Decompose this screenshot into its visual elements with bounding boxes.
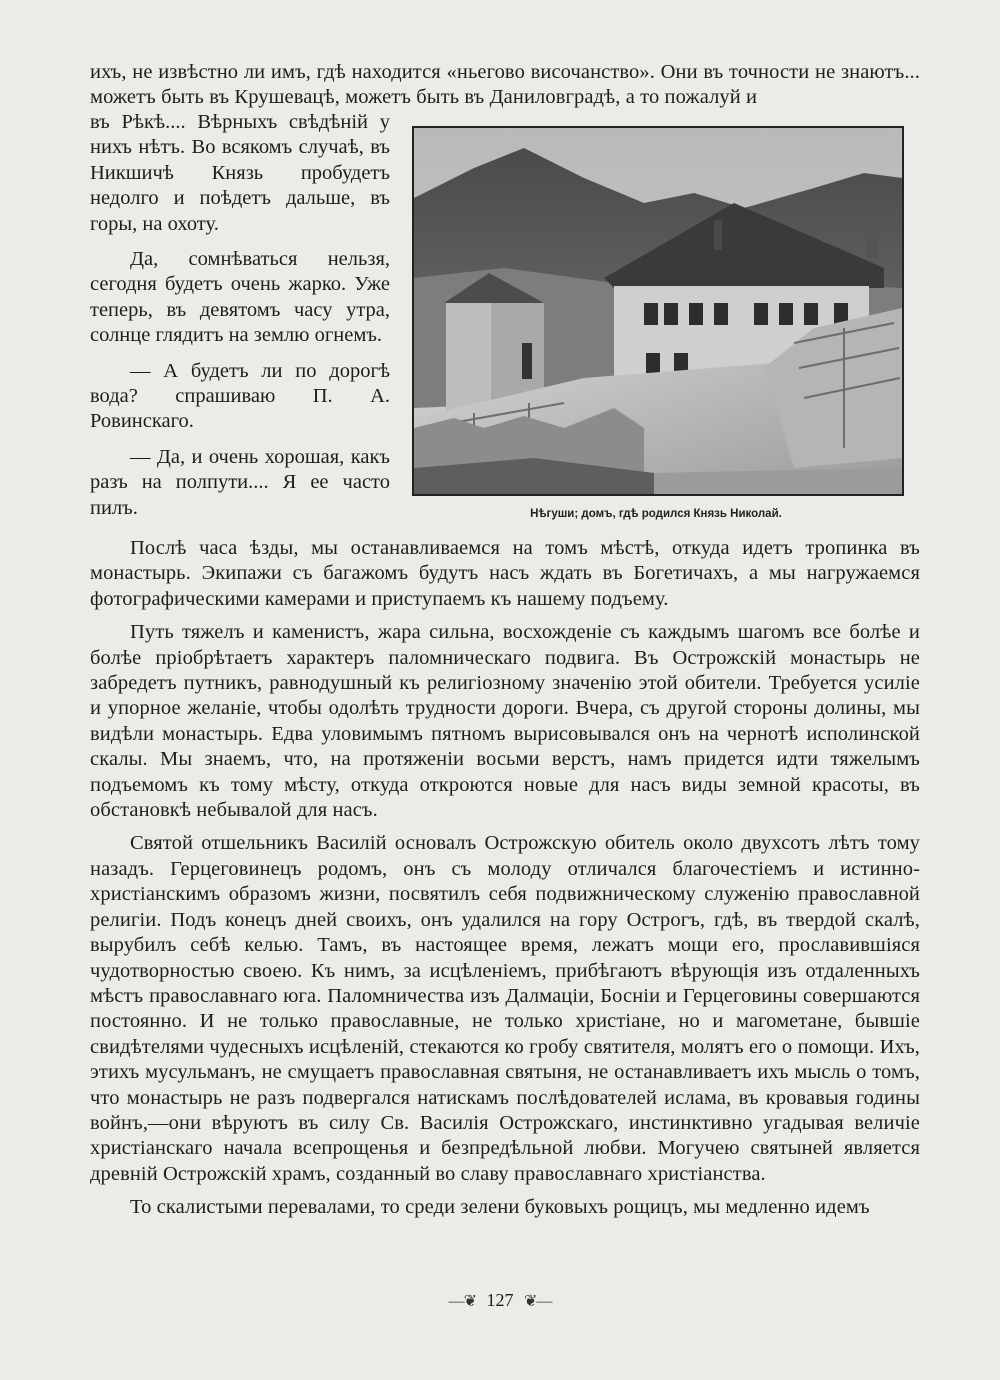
paragraph-text: ихъ, не извѣстно ли имъ, гдѣ находится «ньегово височанство». Они въ точности не знаютъ... можетъ быть въ Крушевацѣ, можетъ быть въ Даниловградѣ, а то пожалуй и bbox=[90, 61, 920, 109]
main-text-block bbox=[90, 536, 920, 1221]
paragraph-text: Святой отшельникъ Василій основалъ Острожскую обитель около двухсотъ лѣтъ тому назадъ. Герцеговинецъ родомъ, онъ съ молоду отличался благочестіемъ и истинно-христіанскимъ образомъ жизни, посвятилъ себя подвижническому служенію православной религіи. Подъ конецъ дней своихъ, онъ удалился на гору Острогъ, гдѣ, въ твердой скалѣ, вырубилъ себѣ келью. Тамъ, въ настоящее время, лежатъ мощи его, прославившіяся чудотворностью своею. Къ нимъ, за исцѣленіемъ, прибѣгаютъ вѣрующія изъ отдаленныхъ мѣстъ православнаго юга. Паломничества изъ Далмаціи, Босніи и Герцеговины совершаются постоянно. И не только православные, не только христіане, но и магометане, бывшіе свидѣтелями чудесныхъ исцѣленій, стекаются ко гробу святителя, молятъ его о помощи. Ихъ, этихъ мусульманъ, не смущаетъ православная святыня, не останавливаетъ ихъ мысль о томъ, что монастырь не разъ подвергался натискамъ послѣдователей ислама, въ кровавыя годины войнъ,—они вѣруютъ въ силу Св. Василія Острожскаго, инстинктивно угадывая величіе христіанскаго начала всепрощенья и безпредѣльной любви. Могучею святыней является древній Острожскій храмъ, созданный во славу православнаго христіанства. bbox=[90, 832, 920, 1185]
paragraph-text: Путь тяжелъ и каменистъ, жара сильна, восхожденіе съ каждымъ шагомъ все болѣе и болѣе пріобрѣтаетъ характеръ паломническаго подвига. Въ Острожскій монастырь не забредетъ путникъ, равнодушный къ религіозному значенію этой обители. Требуется усиліе и упорное желаніе, чтобы одолѣть трудности дороги. Вчера, съ другой стороны долины, мы видѣли монастырь. Едва уловимымъ пятномъ вырисовывался онъ на чернотѣ исполинской скалы. Мы знаемъ, что, на протяженіи восьми верстъ, намъ придется идти тяжелымъ подъемомъ къ тому мѣсту, откуда откроются новые для насъ виды земной красоты, въ обстановкѣ небывалой для насъ. bbox=[90, 621, 920, 822]
photo-negushi-house bbox=[412, 126, 904, 496]
figure-caption: Нѣгуши; домъ, гдѣ родился Князь Николай. bbox=[530, 508, 782, 520]
page-number: 127 bbox=[486, 1290, 514, 1310]
ornament-right: ❦— bbox=[524, 1293, 552, 1310]
photo-illustration bbox=[414, 128, 902, 494]
paragraph-text: Да, сомнѣваться нельзя, сегодня будетъ очень жарко. Уже теперь, въ девятомъ часу утра, солнце глядитъ на землю огнемъ. bbox=[90, 248, 390, 347]
paragraph-text: — Да, и очень хорошая, какъ разъ на полпути.... Я ее часто пилъ. bbox=[90, 445, 390, 519]
paragraph-text: Послѣ часа ѣзды, мы останавливаемся на томъ мѣстѣ, откуда идетъ тропинка въ монастырь. Экипажи съ багажомъ будутъ насъ ждать въ Богетичахъ, а мы нагружаемся фотографическими камерами и приступаемъ къ нашему подъему. bbox=[90, 537, 920, 610]
paragraph-lead bbox=[90, 60, 920, 111]
paragraph-text: въ Рѣкѣ.... Вѣрныхъ свѣдѣній у нихъ нѣтъ. Во всякомъ случаѣ, въ Никшичѣ Князь пробудетъ недолго и поѣдетъ дальше, въ горы, на охоту. bbox=[90, 111, 390, 235]
left-column bbox=[90, 110, 390, 521]
paragraph-text: — А будетъ ли по дорогѣ вода? спрашиваю П. А. Ровинскаго. bbox=[90, 359, 390, 433]
ornament-left: —❦ bbox=[448, 1293, 476, 1310]
paragraph-text: То скалистыми перевалами, то среди зелени буковыхъ рощицъ, мы медленно идемъ bbox=[130, 1196, 870, 1219]
page-footer bbox=[0, 1290, 1000, 1311]
